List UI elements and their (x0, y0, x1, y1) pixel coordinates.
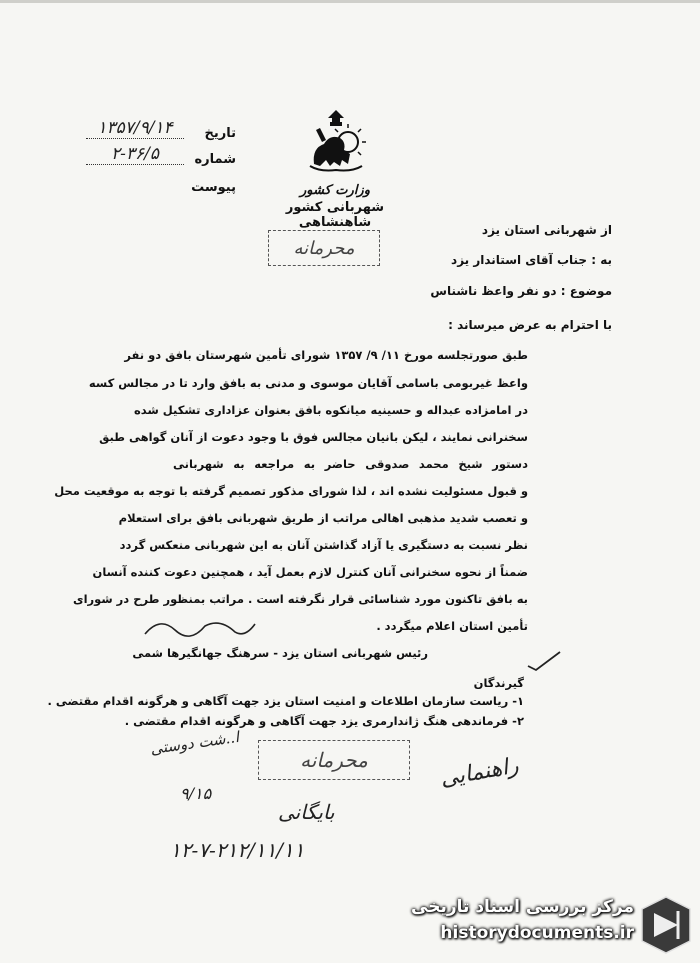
body-line-11: تأمین استان اعلام میگردد . (376, 619, 528, 633)
archive-logo-icon (640, 895, 692, 955)
handwritten-archive-number: ۱۲-۷-۲۱۲/۱۱/۱۱ (170, 838, 305, 862)
date-label: تاریخ (204, 126, 236, 141)
cc-item-2: ۲- فرماندهی هنگ ژاندارمری یزد جهت آگاهی و هرگونه اقدام مقتضی . (124, 714, 524, 728)
footer-watermark (0, 889, 700, 963)
body-line-3: در امامزاده عبداله و حسینیه میانکوه بافق بعنوان عزاداری تشکیل شده (134, 403, 528, 417)
handwritten-note-right: راهنمایی (438, 753, 521, 792)
salutation: با احترام به عرض میرساند : (448, 318, 612, 332)
attachment-label: پیوست (191, 180, 236, 195)
signatory-line: رئیس شهربانی استان یزد - سرهنگ جهانگیرها شمی (132, 646, 428, 660)
body-line-8: نظر نسبت به دستگیری یا آزاد گذاشتن آنان به این شهربانی منعکس گردد (119, 538, 528, 552)
date-value: ۱۳۵۷/۹/۱۴ (86, 118, 184, 139)
handwritten-date-note: ۹/۱۵ (180, 784, 212, 803)
footer-org-name: مرکز بررسی اسناد تاریخی (411, 897, 634, 917)
recipient-line: به : جناب آقای استاندار یزد (451, 253, 612, 267)
cc-title: گیرندگان (473, 676, 524, 690)
footer-website: historydocuments.ir (440, 923, 634, 943)
body-line-5: دستور شیخ محمد صدوقی حاضر به مراجعه به شهربانی (173, 457, 528, 471)
body-line-2: واعظ غیربومی باسامی آقایان موسوی و مدنی به بافق وارد تا در مجالس کسه (88, 376, 528, 390)
body-line-4: سخنرانی نمایند ، لیکن بانیان مجالس فوق با وجود دعوت از آنان گواهی طبق (99, 430, 528, 444)
body-line-1: طبق صورتجلسه مورخ ۱۱/ ۹/ ۱۳۵۷ شورای تأمین شهرستان بافق دو نفر (124, 348, 528, 362)
body-line-7: و تعصب شدید مذهبی اهالی مراتب از طریق شهربانی بافق برای استعلام (118, 511, 528, 525)
department-name: شهربانی کشور شاهنشاهی (285, 200, 385, 230)
subject-line: موضوع : دو نفر واعظ ناشناس (430, 284, 612, 298)
handwritten-note-top: ا..شت دوستی (149, 727, 241, 759)
scan-edge-top (0, 0, 700, 3)
confidential-stamp-top: محرمانه (268, 230, 380, 266)
sender-line: از شهربانی استان یزد (481, 223, 612, 237)
confidential-stamp-bottom: محرمانه (258, 740, 410, 780)
handwritten-check-mark-icon (524, 648, 564, 672)
body-line-9: ضمناً از نحوه سخنرانی آنان کنترل لازم بعمل آید ، همچنین دعوت کننده آنسان (92, 565, 528, 579)
signature-scribble-icon (140, 612, 260, 642)
body-line-10: به بافق تاکنون مورد شناسائی قرار نگرفته است . مراتب بمنظور طرح در شورای (73, 592, 528, 606)
number-label: شماره (194, 152, 236, 167)
handwritten-archive-label: بایگانی (278, 800, 335, 824)
body-line-6: و قبول مسئولیت نشده اند ، لذا شورای مذکور تصمیم گرفته با توجه به موقعیت محل (54, 484, 528, 498)
ministry-name: وزارت کشور (300, 183, 370, 198)
number-value: ۲-۳۶/۵ (86, 144, 184, 165)
lion-and-sun-emblem-icon (300, 108, 372, 178)
cc-item-1: ۱- ریاست سازمان اطلاعات و امنیت استان یزد جهت آگاهی و هرگونه اقدام مقتضی . (47, 694, 524, 708)
